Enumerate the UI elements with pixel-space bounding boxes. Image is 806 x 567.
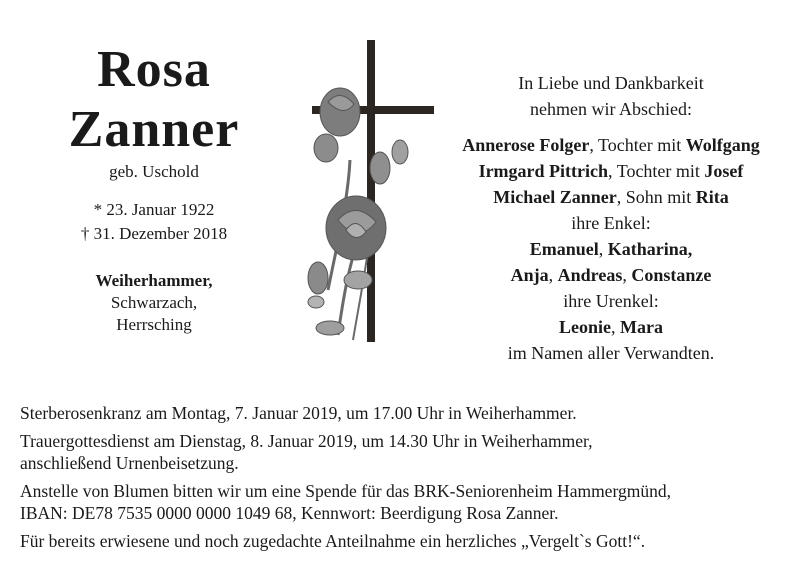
separator: , [548,265,558,285]
relation-text: , Tochter mit [589,135,686,155]
great-grandchild-name: Leonie [559,317,611,337]
mourner-line-2 [430,158,792,184]
service-notice-line-2: anschließend Urnenbeisetzung. [20,453,239,473]
service-notice [20,430,800,474]
separator: , [598,239,608,259]
mourner-name: Michael Zanner [493,187,617,207]
mourner-name: Irmgard Pittrich [478,161,609,181]
partner-name: Rita [695,187,729,207]
intro-line-2: nehmen wir Abschied: [530,99,692,119]
thanks-notice: Für bereits erwiesene und noch zugedachte Anteilnahme ein herzliches „Vergelt`s Gott!“. [20,531,646,551]
separator: , [622,265,632,285]
grandchild-name: Constanze [631,265,712,285]
great-grandchild-name: Mara [620,317,663,337]
enkel-line-1 [430,236,792,262]
birth-date: * 23. Januar 1922 [93,200,215,219]
urenkel-label: ihre Urenkel: [563,291,659,311]
deceased-block [40,40,268,336]
grandchild-name: Emanuel [529,239,599,259]
place-main: Weiherhammer, [95,271,213,290]
intro-line-1: In Liebe und Dankbarkeit [518,73,704,93]
relation-text: , Sohn mit [616,187,696,207]
mourner-line-1 [430,132,792,158]
separator: , [611,317,620,337]
mourners-block [430,70,792,366]
donation-notice-line-1: Anstelle von Blumen bitten wir um eine Spende für das BRK-Seniorenheim Hammergmünd, [20,481,671,501]
notices-block [20,402,800,558]
last-name: Zanner [68,101,240,158]
place-2: Schwarzach, [110,293,198,312]
cross-with-roses-image [298,40,438,348]
mourner-line-3 [430,184,792,210]
separator: , [687,239,693,259]
mourner-name: Annerose Folger [462,135,590,155]
grandchild-name: Andreas [557,265,623,285]
place-3: Herrsching [116,315,192,334]
relation-text: , Tochter mit [608,161,705,181]
closing-line: im Namen aller Verwandten. [507,343,715,363]
death-date: † 31. Dezember 2018 [80,224,228,243]
donation-notice-line-2: IBAN: DE78 7535 0000 0000 1049 68, Kennwort: Beerdigung Rosa Zanner. [20,503,559,523]
donation-notice [20,480,800,524]
places [40,270,268,336]
service-notice-line-1: Trauergottesdienst am Dienstag, 8. Januar 2019, um 14.30 Uhr in Weiherhammer, [20,431,593,451]
grandchild-name: Anja [510,265,549,285]
first-name: Rosa [97,41,211,98]
partner-name: Wolfgang [685,135,760,155]
enkel-line-2 [430,262,792,288]
partner-name: Josef [704,161,744,181]
born-name: geb. Uschold [109,162,199,181]
enkel-label: ihre Enkel: [571,213,651,233]
rosary-notice: Sterberosenkranz am Montag, 7. Januar 2019, um 17.00 Uhr in Weiherhammer. [20,403,577,423]
urenkel-line [430,314,792,340]
life-dates [40,198,268,246]
grandchild-name: Katharina [607,239,688,259]
